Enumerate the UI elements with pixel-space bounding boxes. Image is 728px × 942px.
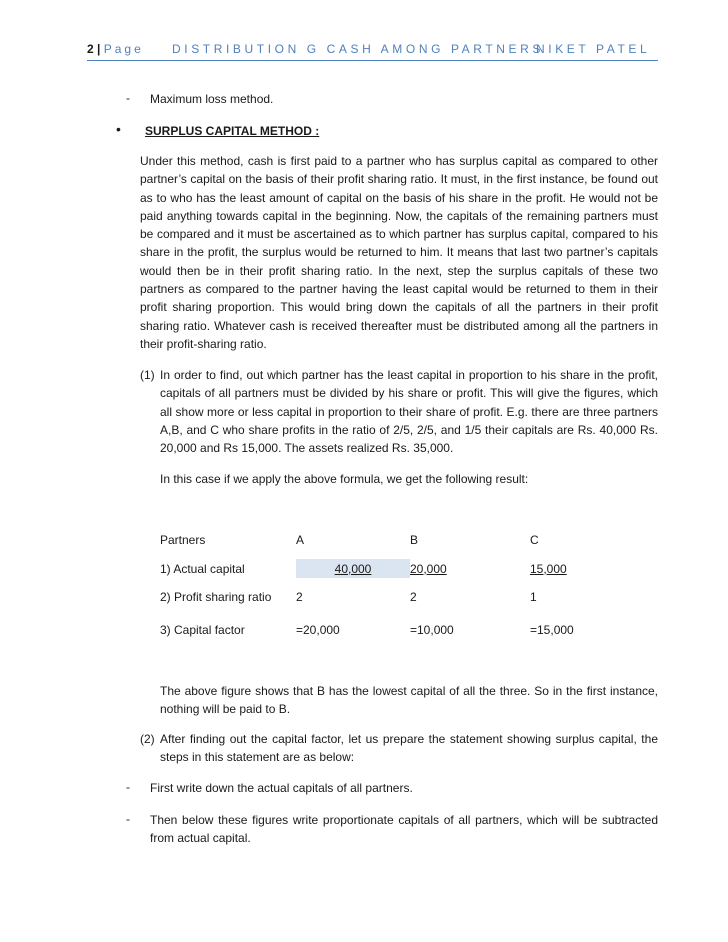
table-header-cell: C xyxy=(530,532,539,547)
row-label: 3) Capital factor xyxy=(160,622,245,637)
step2-number: (2) xyxy=(140,732,155,746)
dash-item: First write down the actual capitals of all partners. xyxy=(150,781,413,795)
step1-number: (1) xyxy=(140,368,155,382)
dash-marker: - xyxy=(126,780,130,794)
table-header-cell: A xyxy=(296,532,305,547)
cell-b: 2 xyxy=(410,589,417,604)
cell-a: 2 xyxy=(296,589,303,604)
row-label: 2) Profit sharing ratio xyxy=(160,589,272,604)
table-row xyxy=(160,559,620,578)
dash-marker: - xyxy=(126,812,130,826)
cell-c: 15,000 xyxy=(530,561,567,576)
cell-b: 20,000 xyxy=(410,561,447,576)
table-header-cell: B xyxy=(410,532,419,547)
step1-text: In order to find, out which partner has the least capital in proportion to his share in the profit, capitals of all partners must be divided by his share or profit. This will give the figures, which all show more or less capital in proportion to their share of profit. E.g. there are three partners A,B, and C who share profits in the ratio of 2/5, 2/5, and 1/5 their capitals are Rs. 40,000 Rs. 20,000 and Rs 15,000. The assets realized Rs. 35,000. xyxy=(160,368,658,456)
capital-factor-table xyxy=(160,530,620,639)
table-header-row xyxy=(160,530,620,549)
row-label: 1) Actual capital xyxy=(160,561,245,576)
step2-text: After finding out the capital factor, let us prepare the statement showing surplus capital, the steps in this statement are as below: xyxy=(160,732,658,765)
page-number: 2 | Page xyxy=(87,42,144,56)
bullet-icon: • xyxy=(116,121,121,137)
after-table-text: The above figure shows that B has the lowest capital of all the three. So in the first instance, nothing will be paid to B. xyxy=(160,684,658,717)
step1-formula-line: In this case if we apply the above formula, we get the following result: xyxy=(160,472,529,486)
cell-c: 1 xyxy=(530,589,537,604)
cell-c: =15,000 xyxy=(530,622,574,637)
body-paragraph: Under this method, cash is first paid to a partner who has surplus capital as compared to other partner’s capital on the basis of their profit sharing ratio. It must, in the first instance, be found out as to who has the least amount of capital on the basis of his share in the profit. He would not be paid anything towards capital in the beginning. Now, the capitals of the remaining partners must be compared and it must be ascertained as to which partner has surplus capital, compared to his share in the profit, the surplus would be returned to him. It means that last two partner’s capitals would then be in their profit sharing ratio. In the next, step the surplus capitals of these two partners as compared to the partner having the least capital would be returned to them in their profit sharing proportion. This would bring down the capitals of all the partners in their profit sharing ratio. Whatever cash is received thereafter must be distributed among all the partners in their profit-sharing ratio. xyxy=(140,154,658,351)
cell-a: =20,000 xyxy=(296,622,340,637)
cell-a: 40,000 xyxy=(296,559,410,578)
header-title: DISTRIBUTION G CASH AMONG PARTNERS xyxy=(172,42,544,56)
header-author: NIKET PATEL xyxy=(536,42,651,56)
table-row xyxy=(160,587,620,606)
section-heading: SURPLUS CAPITAL METHOD : xyxy=(145,124,320,138)
table-row xyxy=(160,620,620,639)
cell-b: =10,000 xyxy=(410,622,454,637)
intro-item: Maximum loss method. xyxy=(150,92,274,106)
table-header-cell: Partners xyxy=(160,532,206,547)
page-header xyxy=(87,40,658,61)
dash-item: Then below these figures write proportionate capitals of all partners, which will be subtracted from actual capital. xyxy=(150,813,658,846)
dash-marker: - xyxy=(126,91,130,105)
